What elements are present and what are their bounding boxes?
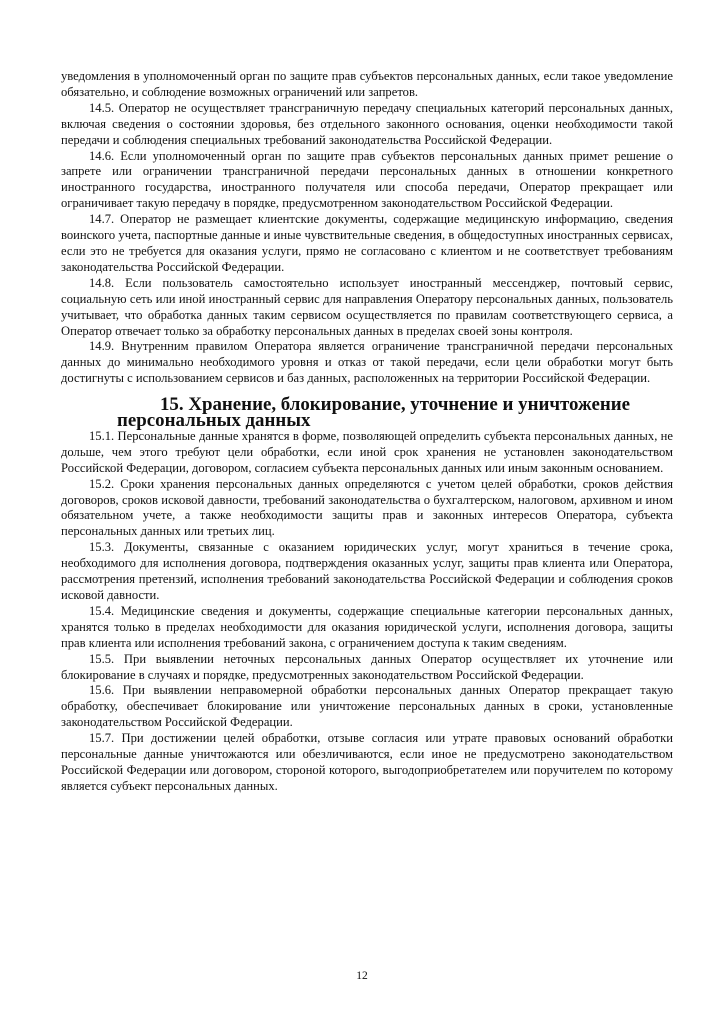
section-14-continued <box>61 69 673 387</box>
paragraph-14-7: 14.7. Оператор не размещает клиентские документы, содержащие медицинскую информацию, сведения воинского учета, паспортные данные и иные чувствительные сведения, в общедоступных иностранных сервисах, если это не требуется для оказания услуги, прямо не согласовано с клиентом и не соответствует требованиям законодательства Российской Федерации. <box>61 212 673 274</box>
paragraph-15-3: 15.3. Документы, связанные с оказанием юридических услуг, могут храниться в течение срока, необходимого для исполнения договора, подтверждения оказанных услуг, защиты прав клиента или Оператора, рассмотрения претензий, исполнения требований законодательства Российской Федерации и соблюдения сроков исковой давности. <box>61 540 673 602</box>
section-15-heading: 15. Хранение, блокирование, уточнение и уничтожение персональных данных <box>117 394 630 432</box>
paragraph-15-5: 15.5. При выявлении неточных персональных данных Оператор осуществляет их уточнение или блокирование в случаях и порядке, предусмотренных законодательством Российской Федерации. <box>61 651 673 682</box>
paragraph-15-4: 15.4. Медицинские сведения и документы, содержащие специальные категории персональных данных, хранятся только в пределах необходимости для оказания юридической услуги, исполнения договора, защиты прав клиента или исполнения требований закона, с ограничением доступа к таким сведениям. <box>61 603 673 650</box>
paragraph-14-4-continued: уведомления в уполномоченный орган по защите прав субъектов персональных данных, если такое уведомление обязательно, и соблюдение возможных ограничений или запретов. <box>61 69 673 99</box>
paragraph-14-6: 14.6. Если уполномоченный орган по защите прав субъектов персональных данных примет решение о запрете или ограничении трансграничной передачи персональных данных в отношении конкретного иностранного государства, иностранного получателя или способа передачи, Оператор прекращает или ограничивает такую передачу в порядке, предусмотренном законодательством Российской Федерации. <box>61 148 673 211</box>
paragraph-14-5: 14.5. Оператор не осуществляет трансграничную передачу специальных категорий персональных данных, включая сведения о состоянии здоровья, без отдельного законного основания, оценки необходимости такой передачи и соблюдения специальных требований законодательства Российской Федерации. <box>61 100 673 147</box>
paragraph-15-6: 15.6. При выявлении неправомерной обработки персональных данных Оператор прекращает такую обработку, обеспечивает блокирование или уничтожение персональных данных в сроки, установленные законодательством Российской Федерации. <box>61 683 673 730</box>
section-15 <box>61 429 673 795</box>
paragraph-14-8: 14.8. Если пользователь самостоятельно использует иностранный мессенджер, почтовый сервис, социальную сеть или иной иностранный сервис для направления Оператору персональных данных, пользователь учитывает, что обработка данных таким сервисом осуществляется по правилам соответствующего сервиса, а Оператор отвечает только за обработку персональных данных в пределах своей зоны контроля. <box>61 275 673 338</box>
paragraph-15-1: 15.1. Персональные данные хранятся в форме, позволяющей определить субъекта персональных данных, не дольше, чем этого требуют цели обработки, если иной срок хранения не установлен законодательством Российской Федерации, договором, согласием субъекта персональных данных или иным законным основанием. <box>61 428 673 475</box>
paragraph-15-2: 15.2. Сроки хранения персональных данных определяются с учетом целей обработки, сроков действия договоров, сроков исковой давности, требований законодательства о бухгалтерском, налоговом, архивном и ином обязательном учете, а также необходимости защиты прав и законных интересов Оператора, субъекта персональных данных или третьих лиц. <box>61 476 673 539</box>
paragraph-14-9: 14.9. Внутренним правилом Оператора является ограничение трансграничной передачи персональных данных до минимально необходимого уровня и отказ от такой передачи, если цели обработки могут быть достигнуты с использованием сервисов и баз данных, расположенных на территории Российской Федерации. <box>61 339 673 386</box>
page-number: 12 <box>356 970 368 982</box>
paragraph-15-7: 15.7. При достижении целей обработки, отзыве согласия или утрате правовых оснований обработки персональные данные уничтожаются или обезличиваются, если иное не предусмотрено законодательством Российской Федерации или договором, стороной которого, выгодоприобретателем или поручителем по которому является субъект персональных данных. <box>61 731 673 793</box>
